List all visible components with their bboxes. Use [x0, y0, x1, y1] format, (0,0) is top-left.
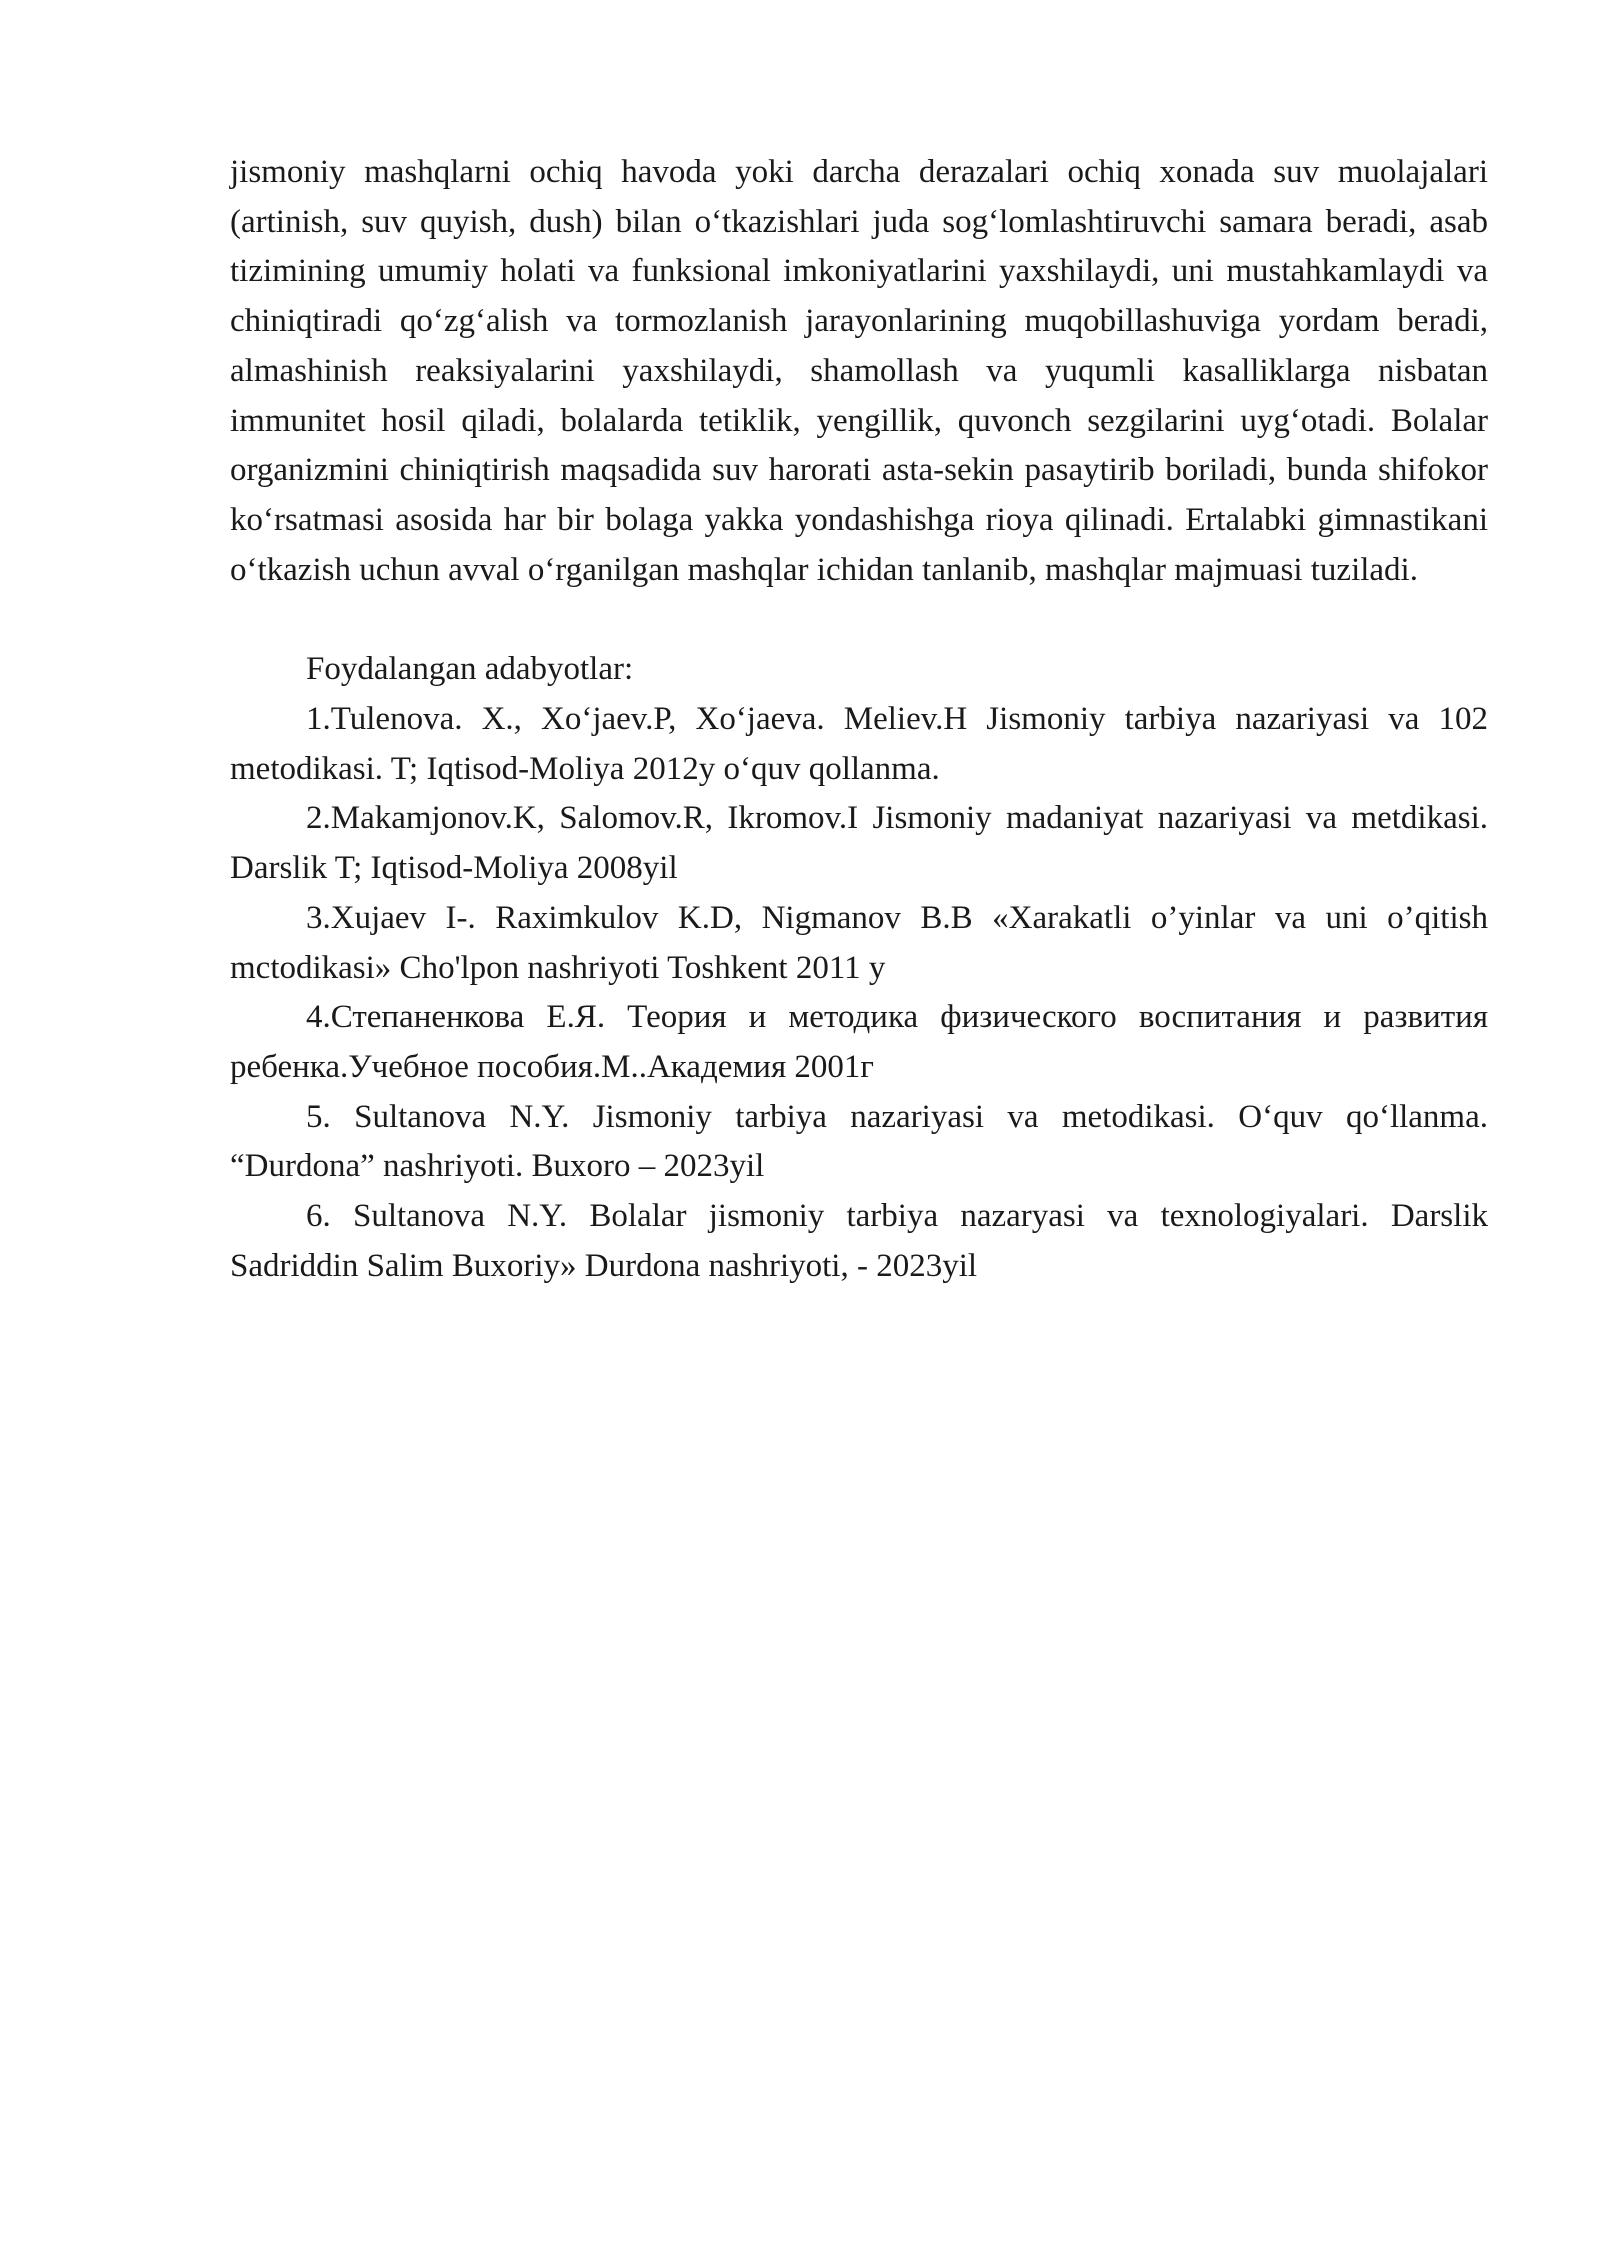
body-paragraph: jismoniy mashqlarni ochiq havoda yoki darcha derazalari ochiq xonada suv muolajalari (artinish, suv quyish, dush) bilan o‘tkazishlari juda sog‘lomlashtiruvchi samara beradi, asab tizimining umumiy holati va funksional imkoniyatlarini yaxshilaydi, uni mustahkamlaydi va chiniqtiradi qo‘zg‘alish va tormozlanish jarayonlarining muqobillashuviga yordam beradi, almashinish reaksiyalarini yaxshilaydi, shamollash va yuqumli kasalliklarga nisbatan immunitet hosil qiladi, bolalarda tetiklik, yengillik, quvonch sezgilarini uyg‘otadi. Bolalar organizmini chiniqtirish maqsadida suv harorati asta-sekin pasaytirib boriladi, bunda shifokor ko‘rsatmasi asosida har bir bolaga yakka yondashishga rioya qilinadi. Ertalabki gimnastikani o‘tkazish uchun avval o‘rganilgan mashqlar ichidan tanlanib, mashqlar majmuasi tuziladi. — [230, 154, 1488, 588]
reference-item-3: 3.Xujaev I-. Raximkulov K.D, Nigmanov B.B «Xarakatli o’yinlar va uni o’qitish mctodikasi» Cho'lpon nashriyoti Toshkent 2011 y — [230, 899, 1488, 986]
references-section — [230, 645, 1488, 1291]
reference-item-6: 6. Sultanova N.Y. Bolalar jismoniy tarbiya nazaryasi va texnologiyalari. Darslik Sadriddin Salim Buxoriy» Durdona nashriyoti, - 2023yil — [230, 1198, 1488, 1284]
reference-item-5: 5. Sultanova N.Y. Jismoniy tarbiya nazariyasi va metodikasi. O‘quv qo‘llanma. “Durdona” nashriyoti. Buxoro – 2023yil — [230, 1098, 1488, 1185]
reference-item-4: 4.Степаненкова Е.Я. Теория и методика физического воспитания и развития ребенка.Учебное пособия.М..Академия 2001г — [230, 999, 1488, 1085]
document-page — [230, 148, 1488, 1291]
reference-item-1: 1.Tulenova. X., Xo‘jaev.P, Xo‘jaeva. Meliev.H Jismoniy tarbiya nazariyasi va 102 metodikasi. T; Iqtisod-Moliya 2012y o‘quv qollanma. — [230, 701, 1488, 787]
references-heading: Foydalangan adabyotlar: — [306, 651, 634, 688]
reference-item-2: 2.Makamjonov.K, Salomov.R, Ikromov.I Jismoniy madaniyat nazariyasi va metdikasi. Darslik T; Iqtisod-Moliya 2008yil — [230, 800, 1488, 887]
